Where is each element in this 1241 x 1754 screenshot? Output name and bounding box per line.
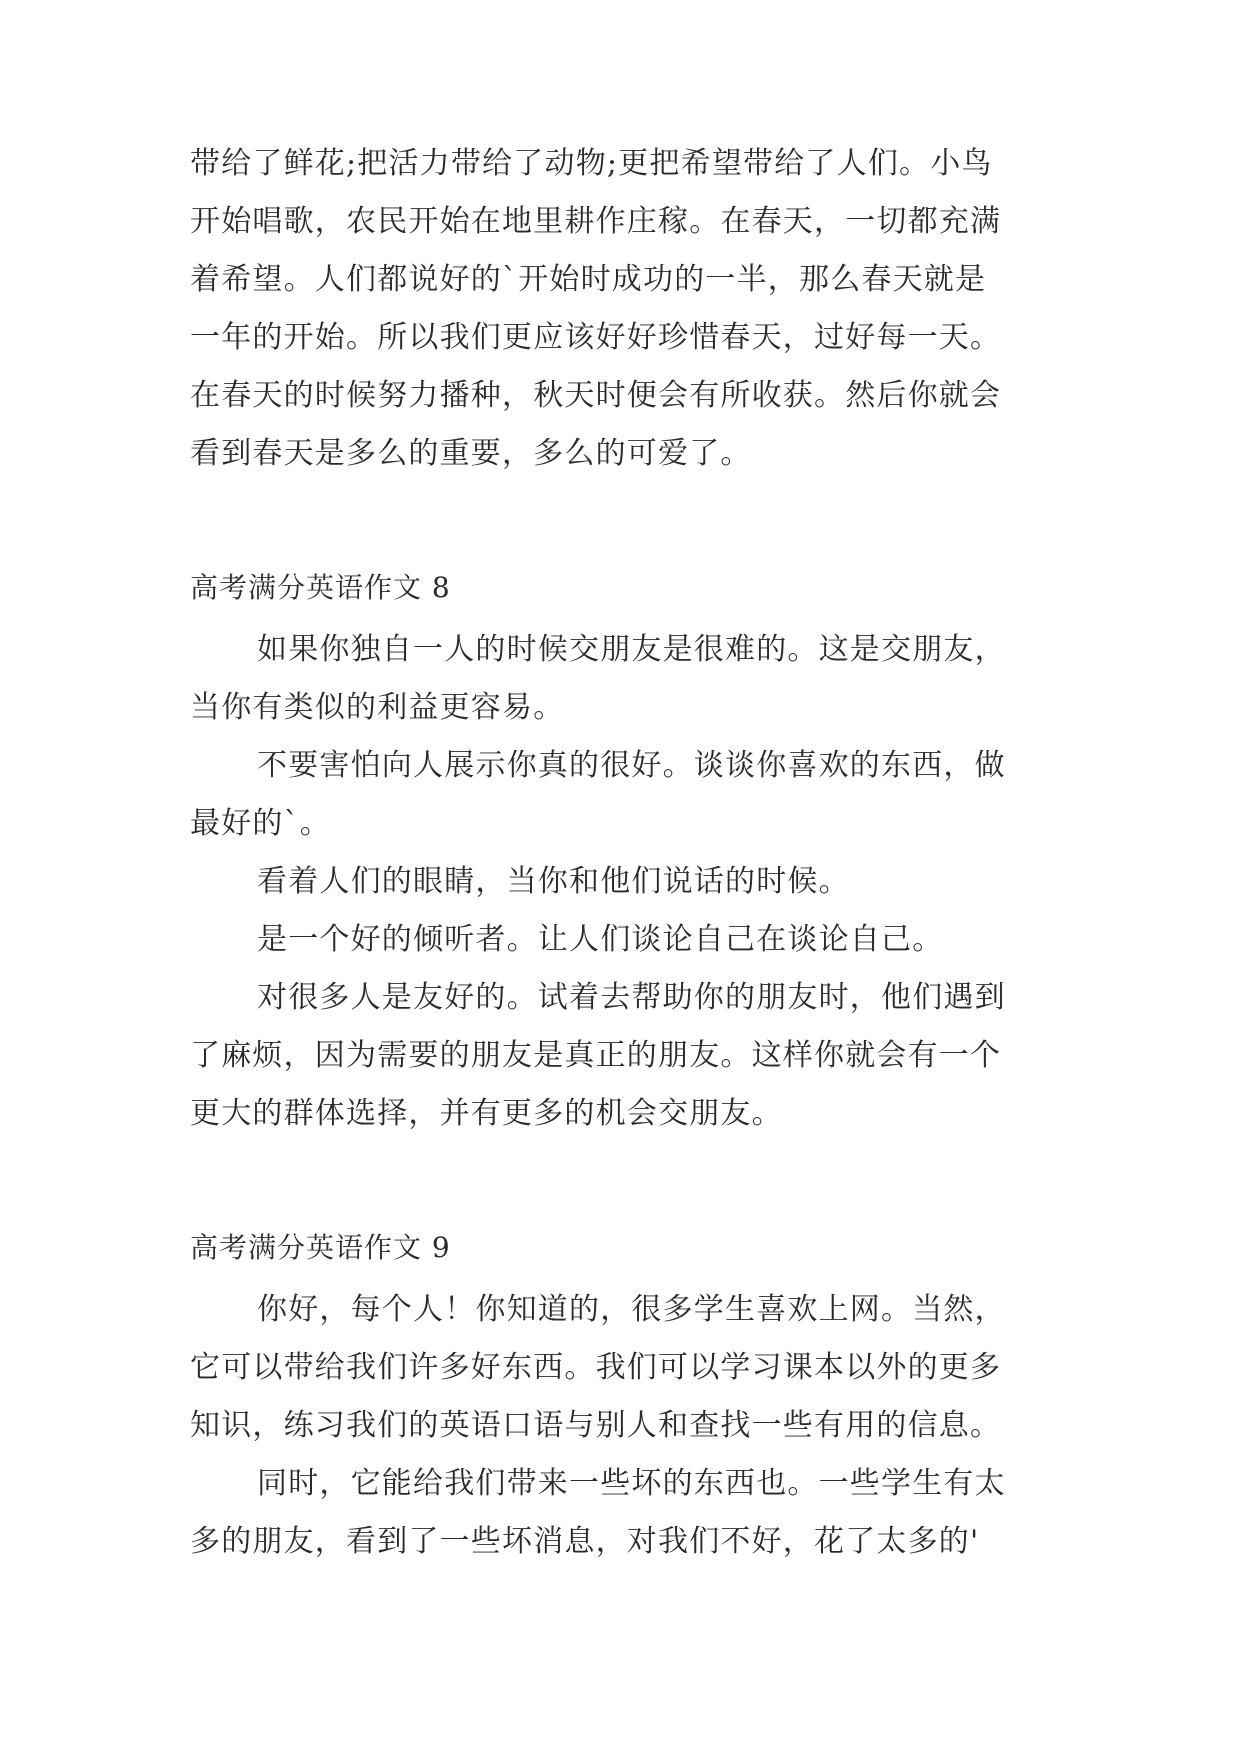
essay8-line-8: 了麻烦，因为需要的朋友是真正的朋友。这样你就会有一个 (190, 1038, 1002, 1073)
intro-line-2: 开始唱歌，农民开始在地里耕作庄稼。在春天，一切都充满 (190, 204, 1002, 239)
essay9-line-5: 多的朋友，看到了一些坏消息，对我们不好，花了太多的' (190, 1524, 980, 1559)
essay9-title: 高考满分英语作文 9 (190, 1231, 451, 1264)
essay8-line-9: 更大的群体选择，并有更多的机会交朋友。 (190, 1096, 783, 1131)
essay8-line-6: 是一个好的倾听者。让人们谈论自己在谈论自己。 (257, 922, 944, 957)
essay8-line-1: 如果你独自一人的时候交朋友是很难的。这是交朋友， (257, 632, 1006, 667)
essay8-line-2: 当你有类似的利益更容易。 (190, 690, 565, 725)
intro-line-4: 一年的开始。所以我们更应该好好珍惜春天，过好每一天。 (190, 320, 1002, 355)
essay9-line-1: 你好，每个人！你知道的，很多学生喜欢上网。当然， (257, 1292, 1006, 1327)
essay8-line-5: 看着人们的眼睛，当你和他们说话的时候。 (257, 864, 850, 899)
essay9-line-2: 它可以带给我们许多好东西。我们可以学习课本以外的更多 (190, 1350, 1002, 1385)
essay8-line-3: 不要害怕向人展示你真的很好。谈谈你喜欢的东西，做 (257, 748, 1006, 783)
intro-line-3: 着希望。人们都说好的`开始时成功的一半，那么春天就是 (190, 262, 987, 297)
intro-line-5: 在春天的时候努力播种，秋天时便会有所收获。然后你就会 (190, 378, 1002, 413)
essay9-line-3: 知识，练习我们的英语口语与别人和查找一些有用的信息。 (190, 1408, 1002, 1443)
essay8-line-4: 最好的`。 (190, 806, 331, 841)
essay8-title: 高考满分英语作文 8 (190, 571, 451, 604)
intro-line-6: 看到春天是多么的重要，多么的可爱了。 (190, 436, 752, 471)
essay8-line-7: 对很多人是友好的。试着去帮助你的朋友时，他们遇到 (257, 980, 1006, 1015)
essay9-line-4: 同时，它能给我们带来一些坏的东西也。一些学生有太 (257, 1466, 1006, 1501)
intro-line-1: 带给了鲜花;把活力带给了动物;更把希望带给了人们。小鸟 (190, 146, 993, 181)
